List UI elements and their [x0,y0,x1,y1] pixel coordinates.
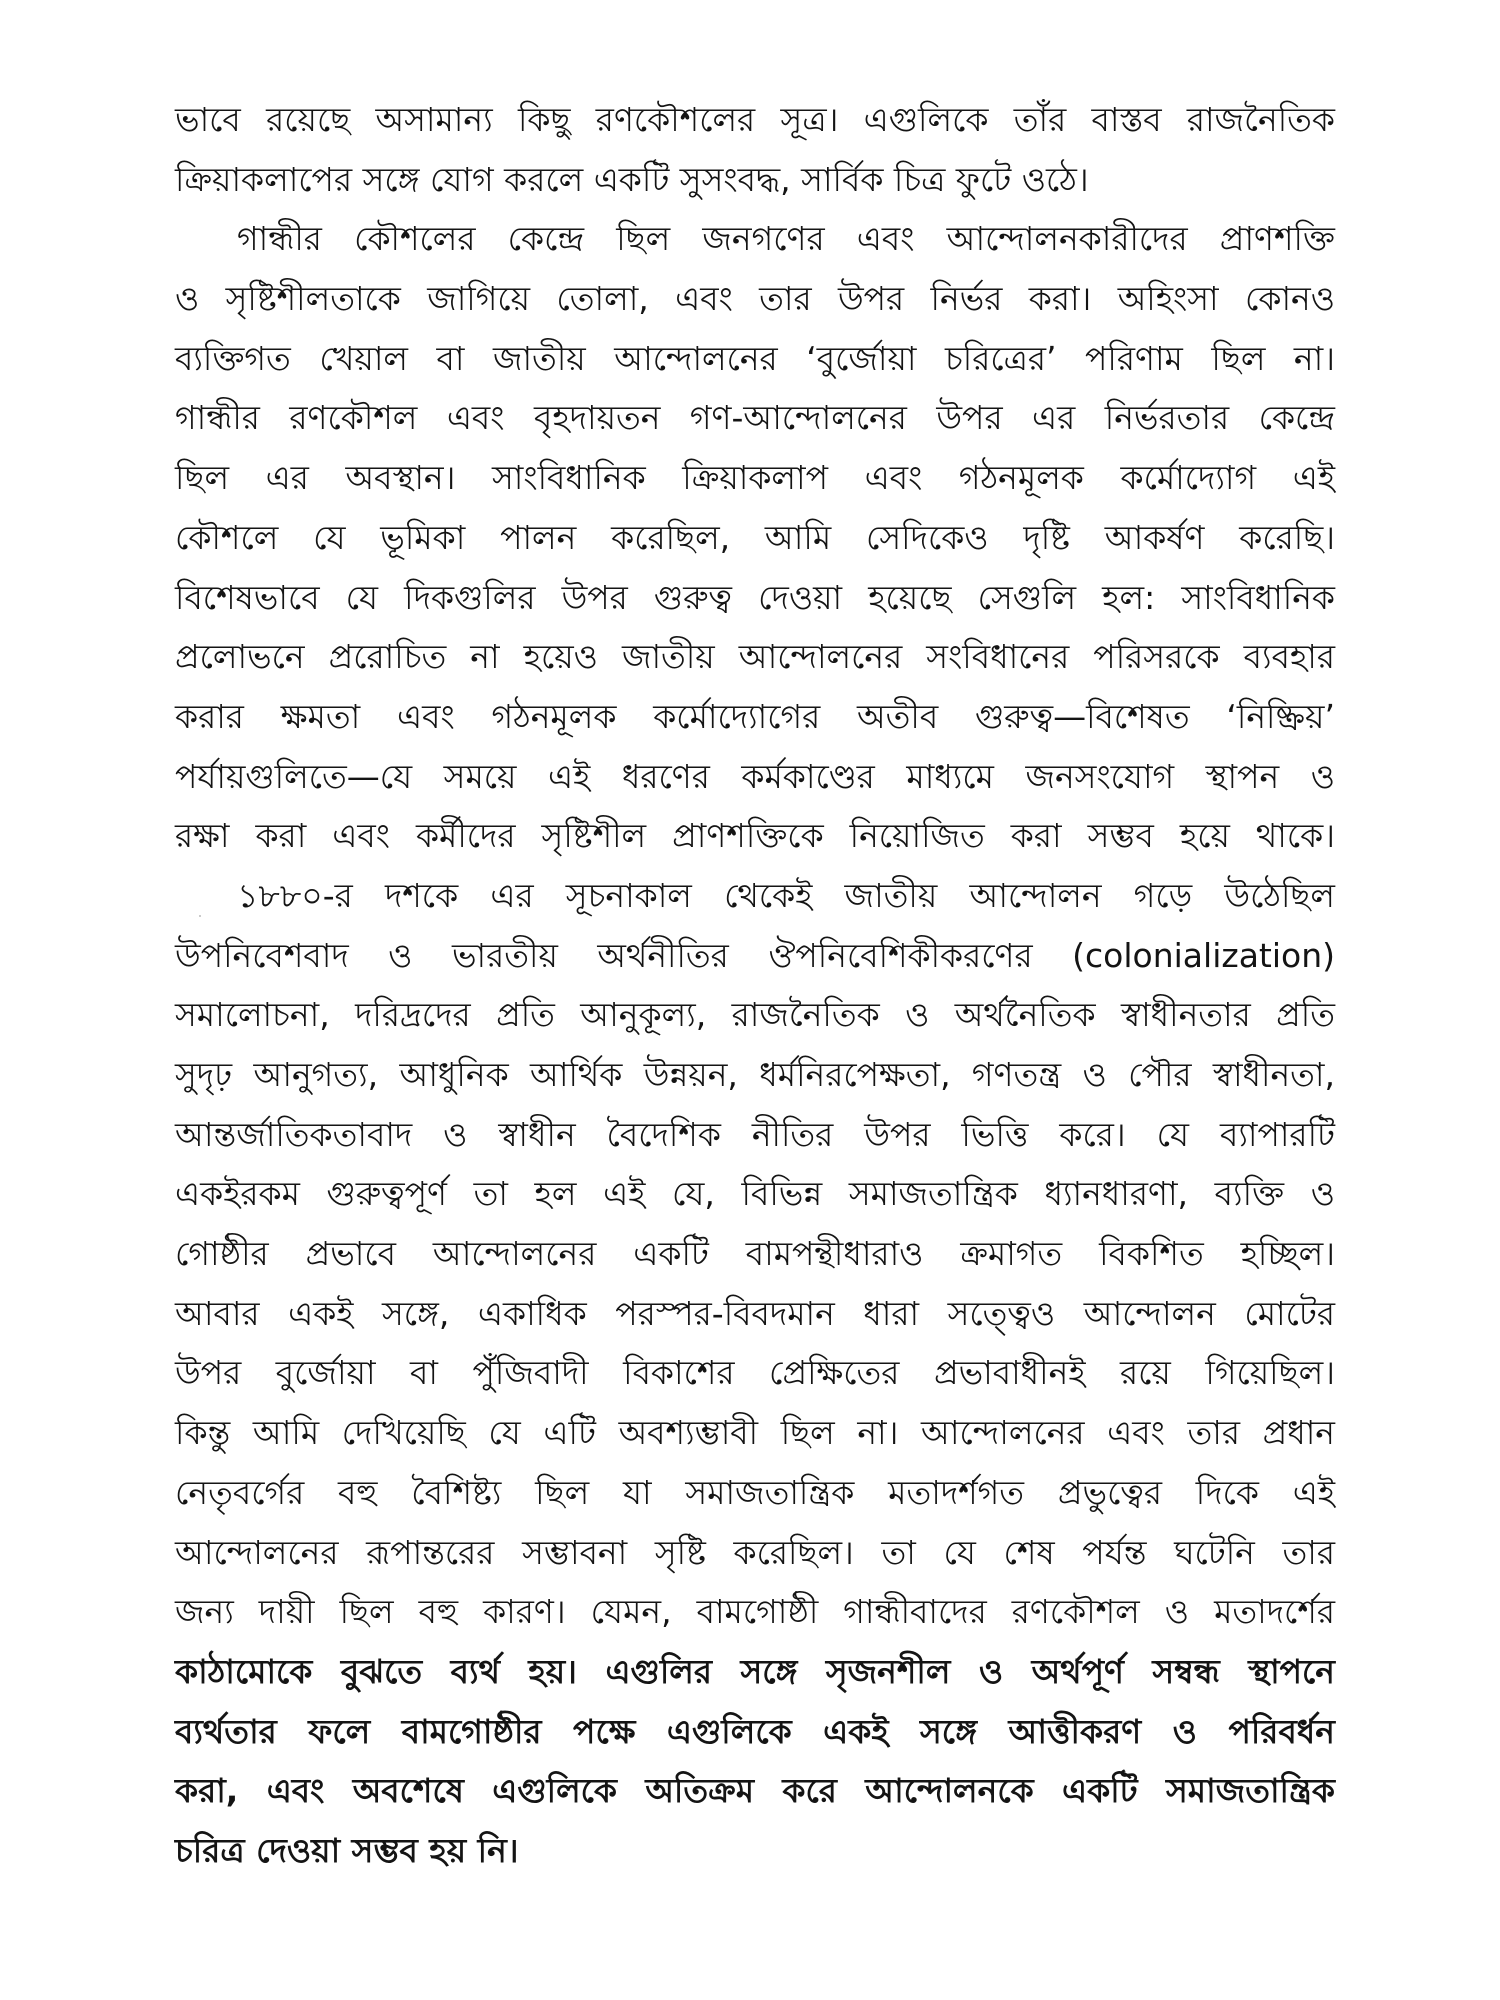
text-line: কৌশলে যে ভূমিকা পালন করেছিল, আমি সেদিকেও দৃষ্টি আকর্ষণ করেছি। [175,517,1335,557]
text-line: ও সৃষ্টিশীলতাকে জাগিয়ে তোলা, এবং তার উপর নির্ভর করা। অহিংসা কোনও [175,279,1335,319]
text-line: গোষ্ঠীর প্রভাবে আন্দোলনের একটি বামপন্থীধারাও ক্রমাগত বিকশিত হচ্ছিল। [175,1234,1335,1274]
text-line: একইরকম গুরুত্বপূর্ণ তা হল এই যে, বিভিন্ন সমাজতান্ত্রিক ধ্যানধারণা, ব্যক্তি ও [175,1174,1335,1214]
text-line: চরিত্র দেওয়া সম্ভব হয় নি। [175,1830,519,1870]
document-page [175,90,1335,1881]
scan-speck [199,915,201,917]
text-line: সুদৃঢ় আনুগত্য, আধুনিক আর্থিক উন্নয়ন, ধর্মনিরপেক্ষতা, গণতন্ত্র ও পৌর স্বাধীনতা, [175,1055,1335,1094]
text-line: আবার একই সঙ্গে, একাধিক পরস্পর-বিবদমান ধারা সত্ত্বেও আন্দোলন মোটের [175,1293,1335,1333]
text-line: বিশেষভাবে যে দিকগুলির উপর গুরুত্ব দেওয়া হয়েছে সেগুলি হল: সাংবিধানিক [175,577,1335,617]
text-line: রক্ষা করা এবং কর্মীদের সৃষ্টিশীল প্রাণশক্তিকে নিয়োজিত করা সম্ভব হয়ে থাকে। [175,816,1335,856]
paragraph-first-line: ১৮৮০-র দশকে এর সূচনাকাল থেকেই জাতীয় আন্দোলন গড়ে উঠেছিল [237,875,1335,915]
paragraph-first-line: গান্ধীর কৌশলের কেন্দ্রে ছিল জনগণের এবং আন্দোলনকারীদের প্রাণশক্তি [237,219,1335,259]
text-line: করার ক্ষমতা এবং গঠনমূলক কর্মোদ্যোগের অতীব গুরুত্ব—বিশেষত ‘নিষ্ক্রিয়’ [175,696,1335,736]
text-line: পর্যায়গুলিতে—যে সময়ে এই ধরণের কর্মকাণ্ডের মাধ্যমে জনসংযোগ স্থাপন ও [175,756,1335,796]
text-line: ভাবে রয়েছে অসামান্য কিছু রণকৌশলের সূত্র। এগুলিকে তাঁর বাস্তব রাজনৈতিক [175,100,1335,139]
text-line: জন্য দায়ী ছিল বহু কারণ। যেমন, বামগোষ্ঠী গান্ধীবাদের রণকৌশল ও মতাদর্শের [175,1592,1335,1632]
text-line: ব্যর্থতার ফলে বামগোষ্ঠীর পক্ষে এগুলিকে একই সঙ্গে আত্তীকরণ ও পরিবর্ধন [175,1711,1335,1751]
text-line: নেতৃবর্গের বহু বৈশিষ্ট্য ছিল যা সমাজতান্ত্রিক মতাদর্শগত প্রভুত্বের দিকে এই [175,1472,1335,1512]
text-line: কাঠামোকে বুঝতে ব্যর্থ হয়। এগুলির সঙ্গে সৃজনশীল ও অর্থপূর্ণ সম্বন্ধ স্থাপনে [175,1651,1335,1691]
text-line: করা, এবং অবশেষে এগুলিকে অতিক্রম করে আন্দোলনকে একটি সমাজতান্ত্রিক [175,1771,1335,1811]
text-line: আন্দোলনের রূপান্তরের সম্ভাবনা সৃষ্টি করেছিল। তা যে শেষ পর্যন্ত ঘটেনি তার [175,1532,1335,1572]
text-line: ছিল এর অবস্থান। সাংবিধানিক ক্রিয়াকলাপ এবং গঠনমূলক কর্মোদ্যোগ এই [175,458,1335,498]
text-line: গান্ধীর রণকৌশল এবং বৃহদায়তন গণ-আন্দোলনের উপর এর নির্ভরতার কেন্দ্রে [175,398,1335,438]
text-line: ক্রিয়াকলাপের সঙ্গে যোগ করলে একটি সুসংবদ্ধ, সার্বিক চিত্র ফুটে ওঠে। [175,159,1089,199]
text-line: কিন্তু আমি দেখিয়েছি যে এটি অবশ্যম্ভাবী ছিল না। আন্দোলনের এবং তার প্রধান [175,1413,1335,1453]
text-line: প্রলোভনে প্ররোচিত না হয়েও জাতীয় আন্দোলনের সংবিধানের পরিসরকে ব্যবহার [175,637,1335,677]
text-line: সমালোচনা, দরিদ্রদের প্রতি আনুকূল্য, রাজনৈতিক ও অর্থনৈতিক স্বাধীনতার প্রতি [175,995,1335,1035]
text-line: উপর বুর্জোয়া বা পুঁজিবাদী বিকাশের প্রেক্ষিতের প্রভাবাধীনই রয়ে গিয়েছিল। [175,1353,1335,1393]
text-line: ব্যক্তিগত খেয়াল বা জাতীয় আন্দোলনের ‘বুর্জোয়া চরিত্রের’ পরিণাম ছিল না। [175,338,1335,378]
text-line: উপনিবেশবাদ ও ভারতীয় অর্থনীতির ঔপনিবেশিকীকরণের (colonialization) [175,935,1335,975]
text-line: আন্তর্জাতিকতাবাদ ও স্বাধীন বৈদেশিক নীতির উপর ভিত্তি করে। যে ব্যাপারটি [175,1114,1335,1154]
